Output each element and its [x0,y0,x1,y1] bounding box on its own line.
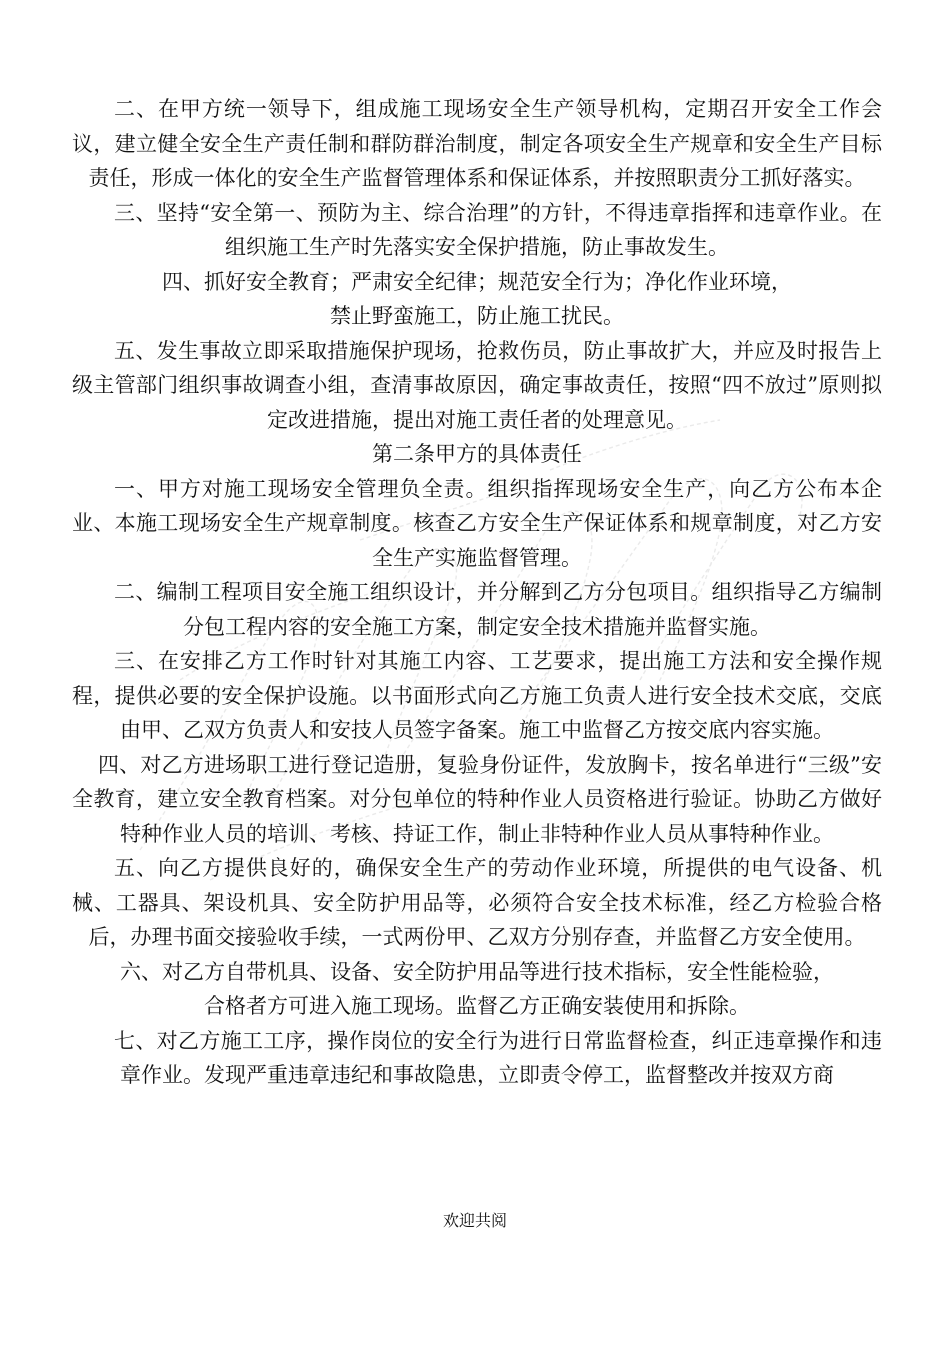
paragraph-5: 五、发生事故立即采取措施保护现场，抢救伤员，防止事故扩大，并应及时报告上级主管部门组织事故调查小组，查清事故原因，确定事故责任，按照“四不放过”原则拟定改进措施，提出对施工责任者的处理意见。 [72,338,882,432]
paragraph-13: 七、对乙方施工工序，操作岗位的安全行为进行日常监督检查，纠正违章操作和违章作业。发现严重违章违纪和事故隐患，立即责令停工，监督整改并按双方商 [114,1028,882,1087]
paragraph-3: 四、抓好安全教育；严肃安全纪律；规范安全行为；净化作业环境， [162,269,792,294]
paragraph-9: 四、对乙方进场职工进行登记造册，复验身份证件，发放胸卡，按名单进行“三级”安全教育，建立安全教育档案。对分包单位的特种作业人员资格进行验证。协助乙方做好特种作业人员的培训、考核、持证工作，制止非特种作业人员从事特种作业。 [72,752,882,846]
paragraph-12: 合格者方可进入施工现场。监督乙方正确安装使用和拆除。 [204,994,750,1018]
section-heading: 第二条甲方的具体责任 [372,442,582,466]
paragraph-6: 一、甲方对施工现场安全管理负全责。组织指挥现场安全生产，向乙方公布本企业、本施工现场安全生产规章制度。核查乙方安全生产保证体系和规章制度，对乙方安全生产实施监督管理。 [72,476,882,570]
paragraph-7: 二、编制工程项目安全施工组织设计，并分解到乙方分包项目。组织指导乙方编制分包工程内容的安全施工方案，制定安全技术措施并监督实施。 [114,580,882,639]
paragraph-10: 五、向乙方提供良好的，确保安全生产的劳动作业环境，所提供的电气设备、机械、工器具、架设机具、安全防护用品等，必须符合安全技术标准，经乙方检验合格后，办理书面交接验收手续，一式两份甲、乙双方分别存查，并监督乙方安全使用。 [72,856,882,949]
paragraph-11: 六、对乙方自带机具、设备、安全防护用品等进行技术指标，安全性能检验， [120,959,834,984]
document-body [72,92,882,1093]
page-footer: 欢迎共阅 [442,1211,507,1230]
paragraph-1: 二、在甲方统一领导下，组成施工现场安全生产领导机构，定期召开安全工作会议，建立健全安全生产责任制和群防群治制度，制定各项安全生产规章和安全生产目标责任，形成一体化的安全生产监督管理体系和保证体系，并按照职责分工抓好落实。 [72,97,882,190]
paragraph-8: 三、在安排乙方工作时针对其施工内容、工艺要求，提出施工方法和安全操作规程，提供必要的安全保护设施。以书面形式向乙方施工负责人进行安全技术交底，交底由甲、乙双方负责人和安技人员签字备案。施工中监督乙方按交底内容实施。 [72,649,882,742]
paragraph-4: 禁止野蛮施工，防止施工扰民。 [330,304,624,328]
paragraph-2: 三、坚持“安全第一、预防为主、综合治理”的方针，不得违章指挥和违章作业。在组织施工生产时先落实安全保护措施，防止事故发生。 [114,200,882,259]
